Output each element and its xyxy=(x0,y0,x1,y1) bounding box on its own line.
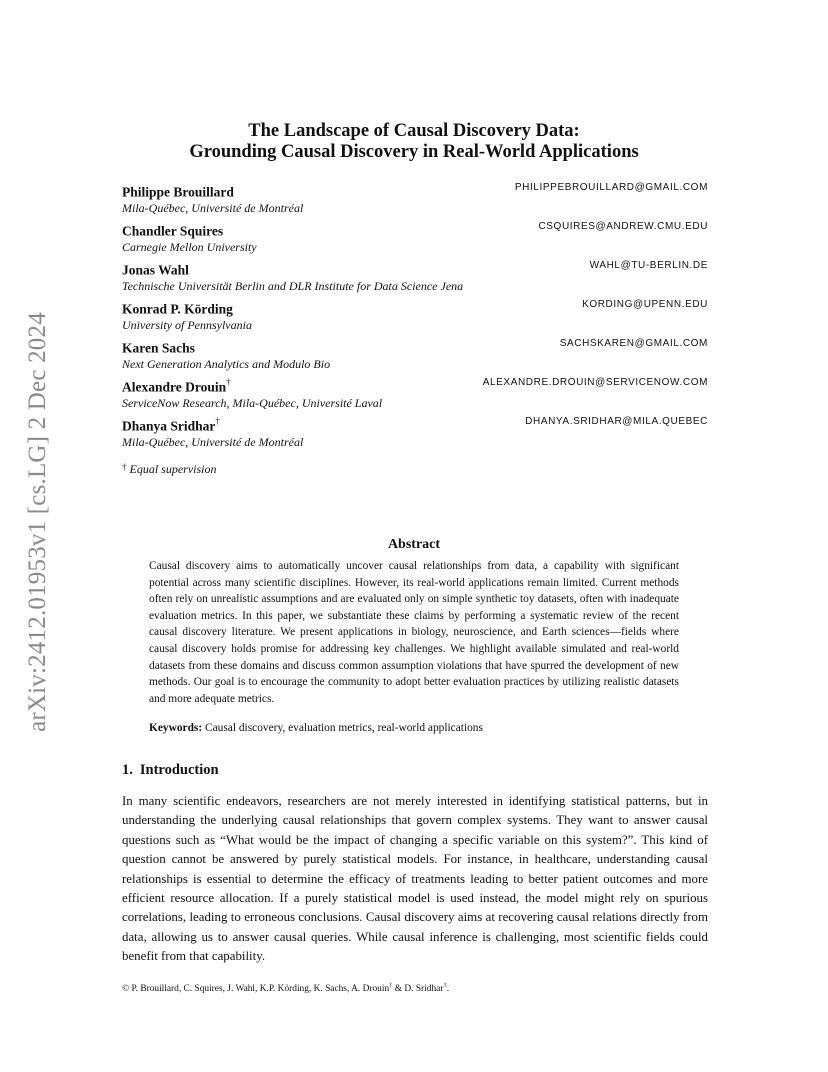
author-email[interactable]: CSQUIRES@ANDREW.CMU.EDU xyxy=(538,221,708,232)
abstract-text: Causal discovery aims to automatically uncover causal relationships from data, a capability with significant potential across many scientific disciplines. However, its real-world applications remain limited. Current methods often rely on unrealistic assumptions and are evaluated only on simple synthetic toy datasets, often with inadequate evaluation metrics. In this paper, we substantiate these claims by performing a systematic review of the recent causal discovery literature. We present applications in biology, neuroscience, and Earth sciences—fields where causal discovery holds promise for addressing key challenges. We highlight available simulated and real-world datasets from these domains and discuss common assumption violations that have spurred the development of new methods. Our goal is to encourage the community to adopt better evaluation practices by utilizing realistic datasets and more adequate metrics. xyxy=(149,560,679,705)
author-name: Philippe Brouillard xyxy=(122,184,234,200)
section-title: Introduction xyxy=(139,762,219,778)
author-affiliation: Mila-Québec, Université de Montréal xyxy=(122,200,304,215)
section-number: 1. xyxy=(122,762,133,778)
paper-title xyxy=(0,121,828,163)
author-block xyxy=(122,180,708,219)
supervision-text: Equal supervision xyxy=(129,462,217,476)
dagger-mark: † xyxy=(122,462,127,472)
author-affiliation: ServiceNow Research, Mila-Québec, Université Laval xyxy=(122,395,383,410)
copyright-footer: © P. Brouillard, C. Squires, J. Wahl, K.P. Körding, K. Sachs, A. Drouin† & D. Sridhar†. xyxy=(122,982,450,995)
author-affiliation: Technische Universität Berlin and DLR Institute for Data Science Jena xyxy=(122,278,464,293)
section-heading-introduction xyxy=(122,762,219,779)
author-list xyxy=(122,180,708,453)
author-name: Konrad P. Körding xyxy=(122,301,233,317)
author-block xyxy=(122,414,708,453)
introduction-paragraph: In many scientific endeavors, researchers are not merely interested in identifying statistical patterns, but in understanding the underlying causal relationships that govern complex systems. They want to answer causal questions such as “What would be the impact of changing a specific variable on this system?”. This kind of question cannot be answered by purely statistical models. For instance, in healthcare, understanding causal relationships is essential to determine the efficacy of treatments leading to better patient outcomes and more efficient resource allocation. If a purely statistical model is used instead, the model might rely on spurious correlations, leading to erroneous conclusions. Causal discovery aims at recovering causal relations directly from data, allowing us to answer causal queries. While causal inference is challenging, most scientific fields could benefit from that capability. xyxy=(122,794,708,964)
author-email[interactable]: PHILIPPEBROUILLARD@GMAIL.COM xyxy=(514,182,708,193)
supervision-note xyxy=(122,462,217,477)
arxiv-stamp: arXiv:2412.01953v1 [cs.LG] 2 Dec 2024 xyxy=(24,312,51,732)
author-block xyxy=(122,375,708,414)
author-email[interactable]: DHANYA.SRIDHAR@MILA.QUEBEC xyxy=(525,416,708,427)
author-block xyxy=(122,336,708,375)
author-block xyxy=(122,219,708,258)
author-name: Karen Sachs xyxy=(122,340,195,356)
author-block xyxy=(122,258,708,297)
author-name: Jonas Wahl xyxy=(122,262,189,278)
author-affiliation: Mila-Québec, Université de Montréal xyxy=(122,434,304,449)
author-block xyxy=(122,297,708,336)
author-email[interactable]: SACHSKAREN@GMAIL.COM xyxy=(559,338,708,349)
abstract-heading: Abstract xyxy=(387,537,441,552)
author-name: Alexandre Drouin† xyxy=(122,377,231,395)
author-affiliation: University of Pennsylvania xyxy=(122,317,252,332)
title-line-1: The Landscape of Causal Discovery Data: xyxy=(248,121,580,141)
author-email[interactable]: ALEXANDRE.DROUIN@SERVICENOW.COM xyxy=(482,377,708,388)
keywords-label: Keywords: xyxy=(149,722,203,734)
author-name: Chandler Squires xyxy=(122,223,224,239)
author-affiliation: Carnegie Mellon University xyxy=(122,239,257,254)
keywords xyxy=(149,722,679,734)
author-affiliation: Next Generation Analytics and Modulo Bio xyxy=(122,356,331,371)
author-email[interactable]: WAHL@TU-BERLIN.DE xyxy=(589,260,708,271)
title-line-2: Grounding Causal Discovery in Real-World Applications xyxy=(189,142,639,162)
author-name: Dhanya Sridhar† xyxy=(122,416,220,434)
author-email[interactable]: KORDING@UPENN.EDU xyxy=(582,299,708,310)
keywords-list: Causal discovery, evaluation metrics, real-world applications xyxy=(205,722,483,734)
